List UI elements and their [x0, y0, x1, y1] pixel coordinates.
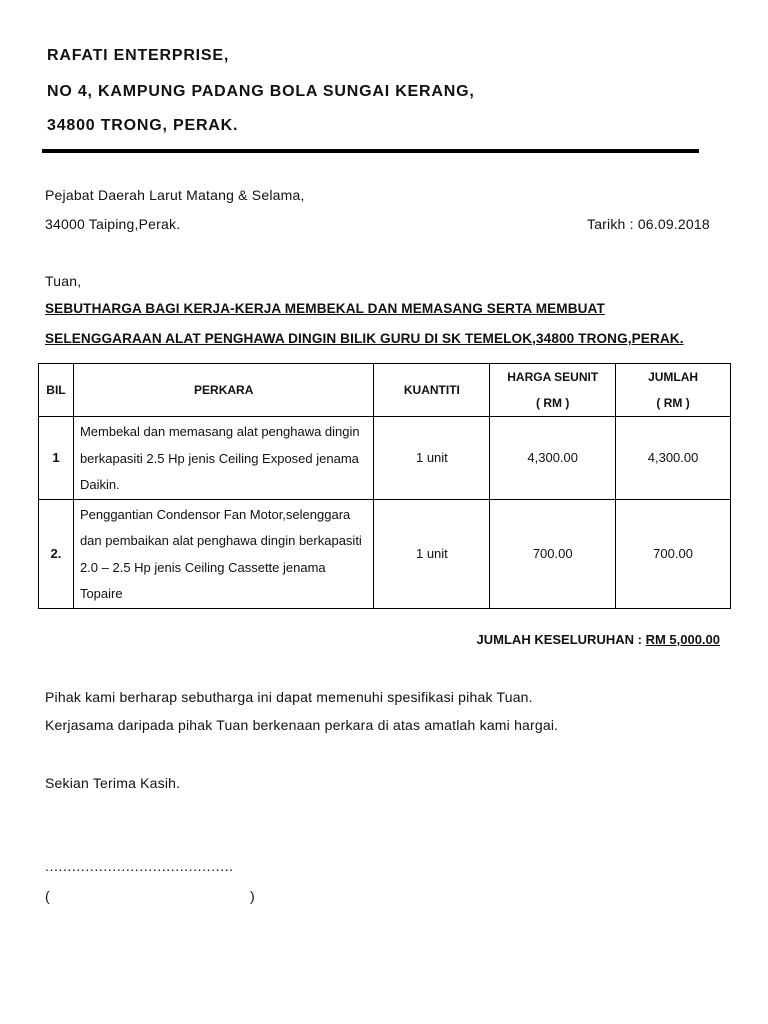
- closing-line2: Kerjasama daripada pihak Tuan berkenaan perkara di atas amatlah kami hargai.: [45, 717, 559, 733]
- quotation-table: [38, 363, 731, 609]
- row2-bil: 2.: [39, 499, 74, 608]
- signature-line: ..........................................: [45, 858, 234, 874]
- row2-perkara: Penggantian Condensor Fan Motor,selenggara dan pembaikan alat penghawa dingin berkapasiti 2.0 – 2.5 Hp jenis Ceiling Cassette jenama Topaire: [73, 499, 374, 608]
- header-harga-seunit: [490, 364, 616, 417]
- signature-paren-open: (: [45, 888, 50, 904]
- company-name: RAFATI ENTERPRISE,: [47, 47, 230, 64]
- company-address-line1: NO 4, KAMPUNG PADANG BOLA SUNGAI KERANG,: [47, 83, 475, 100]
- header-jumlah: [616, 364, 731, 417]
- company-address-line2: 34800 TRONG, PERAK.: [47, 117, 239, 134]
- row1-bil: 1: [39, 417, 74, 500]
- closing-line1: Pihak kami berharap sebutharga ini dapat memenuhi spesifikasi pihak Tuan.: [45, 689, 533, 705]
- subject-line2: SELENGGARAAN ALAT PENGHAWA DINGIN BILIK GURU DI SK TEMELOK,34800 TRONG,PERAK.: [45, 331, 684, 346]
- subject-line1: SEBUTHARGA BAGI KERJA-KERJA MEMBEKAL DAN MEMASANG SERTA MEMBUAT: [45, 301, 605, 316]
- grand-total-amount: RM 5,000.00: [645, 632, 720, 647]
- header-kuantiti: KUANTITI: [374, 364, 490, 417]
- letter-date: Tarikh : 06.09.2018: [587, 216, 710, 232]
- letterhead-divider: [42, 149, 699, 153]
- header-jumlah-label: JUMLAH: [648, 370, 699, 384]
- table-row: [39, 417, 731, 500]
- header-bil: BIL: [39, 364, 74, 417]
- signature-paren-close: ): [250, 888, 255, 904]
- salutation: Tuan,: [45, 273, 82, 289]
- row2-jumlah: 700.00: [616, 499, 731, 608]
- header-harga-unit: ( RM ): [536, 396, 570, 410]
- recipient-line2: 34000 Taiping,Perak.: [45, 216, 181, 232]
- row2-harga: 700.00: [490, 499, 616, 608]
- row1-jumlah: 4,300.00: [616, 417, 731, 500]
- row1-kuantiti: 1 unit: [374, 417, 490, 500]
- table-row: [39, 499, 731, 608]
- header-perkara: PERKARA: [73, 364, 374, 417]
- grand-total-label: JUMLAH KESELURUHAN :: [476, 632, 642, 647]
- closing-thanks: Sekian Terima Kasih.: [45, 775, 181, 791]
- grand-total: [477, 632, 720, 647]
- recipient-line1: Pejabat Daerah Larut Matang & Selama,: [45, 187, 305, 203]
- row1-perkara: Membekal dan memasang alat penghawa dingin berkapasiti 2.5 Hp jenis Ceiling Exposed jenama Daikin.: [73, 417, 374, 500]
- row1-harga: 4,300.00: [490, 417, 616, 500]
- row2-kuantiti: 1 unit: [374, 499, 490, 608]
- header-jumlah-unit: ( RM ): [656, 396, 690, 410]
- header-harga-label: HARGA SEUNIT: [507, 370, 599, 384]
- table-header-row: [39, 364, 731, 417]
